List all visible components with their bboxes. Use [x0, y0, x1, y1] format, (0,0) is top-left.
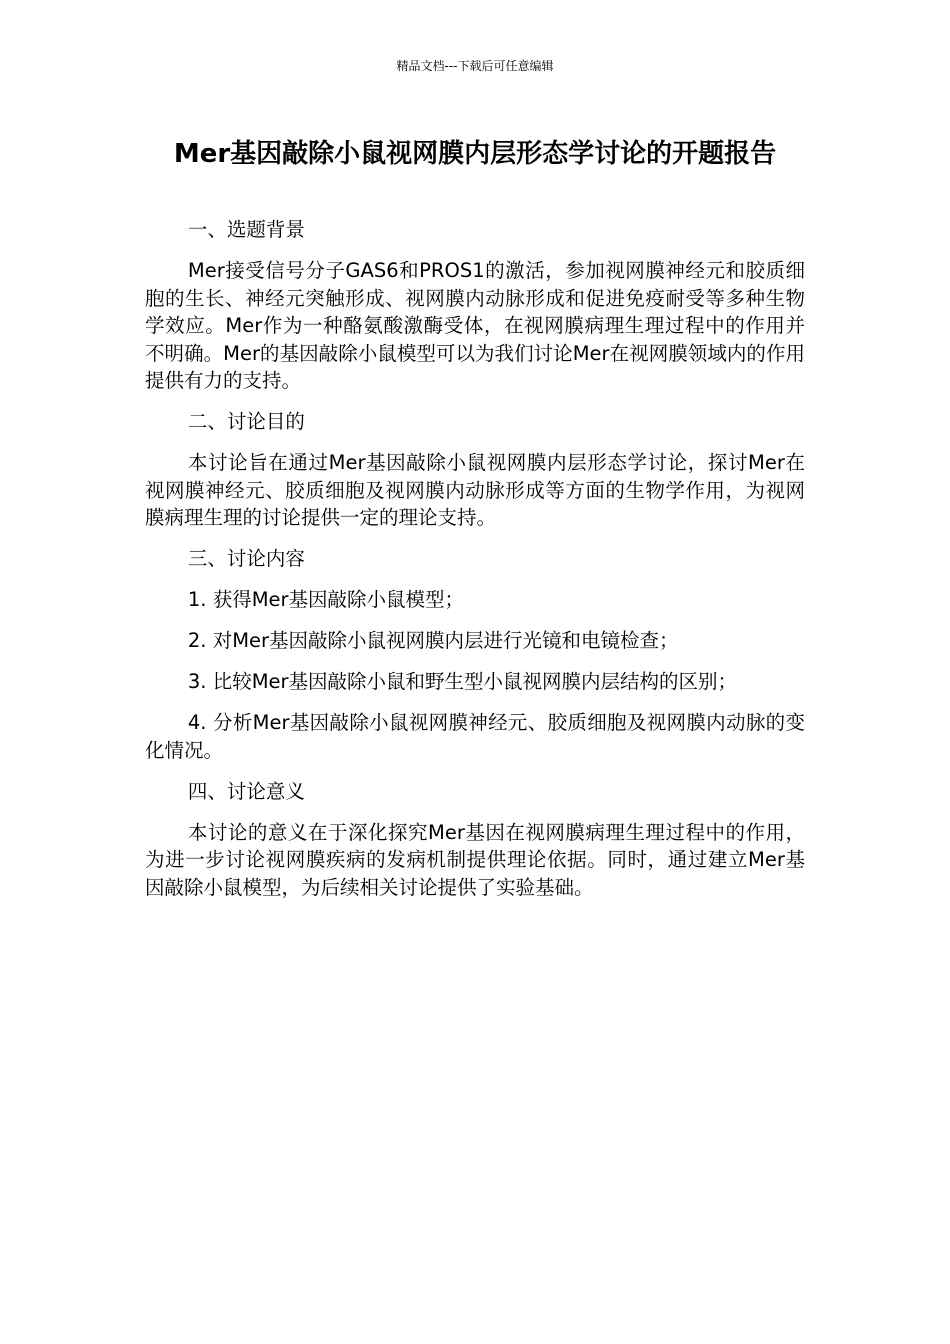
- list-item: 3. 比较Mer基因敲除小鼠和野生型小鼠视网膜内层结构的区别；: [187, 670, 738, 693]
- paragraph-significance: 本讨论的意义在于深化探究Mer基因在视网膜病理生理过程中的作用，为进一步讨论视网膜疾病的发病机制提供理论依据。同时，通过建立Mer基因敲除小鼠模型，为后续相关讨论提供了实验基础。: [145, 820, 805, 899]
- page-header-note: 精品文档---下载后可任意编辑: [396, 59, 554, 73]
- paragraph-background: Mer接受信号分子GAS6和PROS1的激活，参加视网膜神经元和胶质细胞的生长、神经元突触形成、视网膜内动脉形成和促进免疫耐受等多种生物学效应。Mer作为一种酪氨酸激酶受体，在视网膜病理生理过程中的作用并不明确。Mer的基因敲除小鼠模型可以为我们讨论Mer在视网膜领域内的作用提供有力的支持。: [145, 259, 805, 392]
- list-item: 2. 对Mer基因敲除小鼠视网膜内层进行光镜和电镜检查；: [187, 629, 679, 652]
- list-item: 4. 分析Mer基因敲除小鼠视网膜神经元、胶质细胞及视网膜内动脉的变化情况。: [145, 711, 805, 762]
- section-heading-background: 一、选题背景: [187, 218, 305, 241]
- section-heading-significance: 四、讨论意义: [187, 779, 305, 803]
- document-body: [145, 216, 805, 915]
- paragraph-purpose: 本讨论旨在通过Mer基因敲除小鼠视网膜内层形态学讨论，探讨Mer在视网膜神经元、胶质细胞及视网膜内动脉形成等方面的生物学作用，为视网膜病理生理的讨论提供一定的理论支持。: [145, 451, 805, 529]
- section-heading-content: 三、讨论内容: [187, 547, 305, 570]
- document-title: Mer基因敲除小鼠视网膜内层形态学讨论的开题报告: [173, 139, 777, 169]
- section-heading-purpose: 二、讨论目的: [187, 410, 305, 433]
- list-item: 1. 获得Mer基因敲除小鼠模型；: [187, 588, 465, 611]
